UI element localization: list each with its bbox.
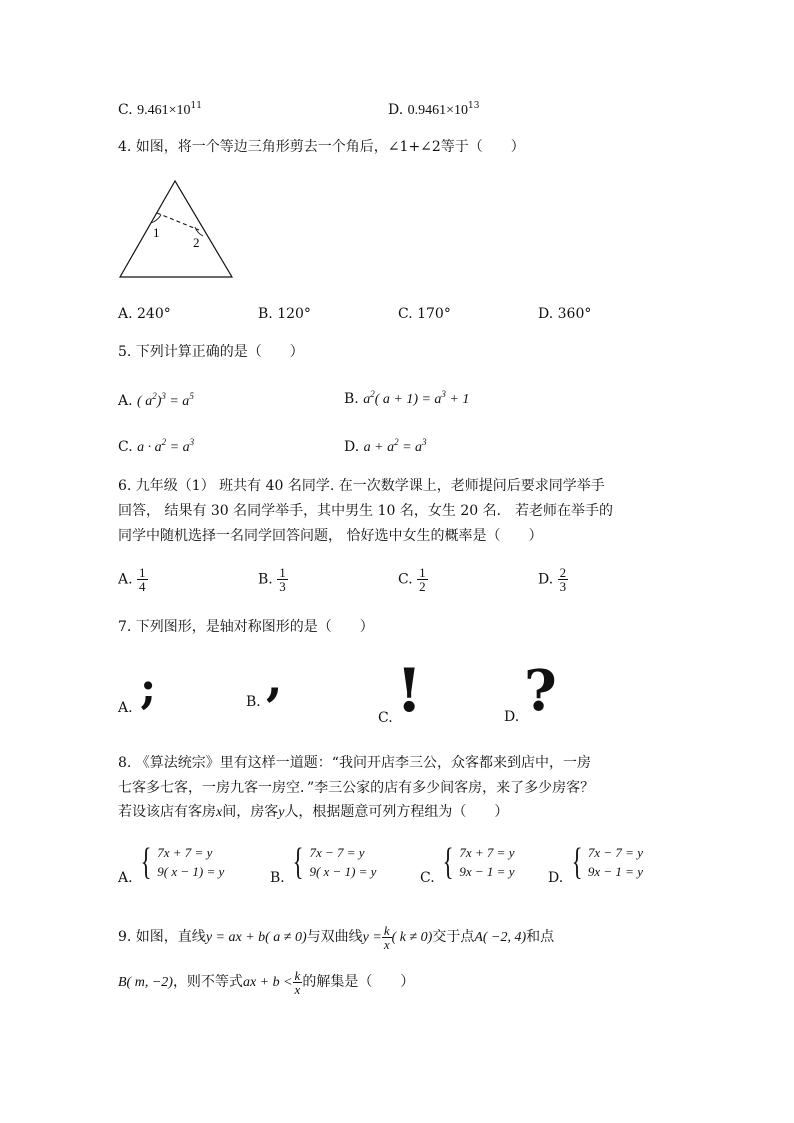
q7-stem: 7. 下列图形，是轴对称图形的是（ ） [118,619,374,635]
q4-option-b: B. 120° [258,306,311,322]
q8-option-b: B. { 7x − 7 = y 9( x − 1) = y [270,841,377,886]
q3-option-c: C. $9.461\times 10^{11}$ [118,101,202,118]
angle-2-label: 2 [193,235,200,250]
q8-option-c: C. { 7x + 7 = y 9x − 1 = y [420,841,515,886]
q7-option-d-label: D. [504,709,520,725]
q7-option-b-label: B. [246,694,261,710]
q5-stem: 5. 下列计算正确的是（ ） [118,344,304,360]
fraction: $\frac{1}{2}$ [419,565,426,594]
q8-option-d: D. { 7x − 7 = y 9x − 1 = y [548,841,643,886]
q9-line-2: B( m, −2)，则不等式ax + b < $\frac{k}{x}$ 的解集是（ ） [118,967,415,997]
cut-line [157,213,199,230]
angle-1-label: 1 [153,225,160,240]
q3-option-d: D. $0.9461\times 10^{13}$ [388,101,480,118]
q6-line-2: 回答， 结果有 30 名同学举手，其中男生 10 名，女生 20 名． 若老师在举手的 [118,503,614,519]
triangle-outline [120,181,232,277]
q5-option-d: D. $a + a^2 = a^3$ [344,437,427,455]
angle-1-arc [151,215,161,223]
fraction: $\frac{1}{3}$ [279,565,286,594]
q5-option-a: A. ( $a^2)^3 = a^5$ [118,391,194,409]
q5-option-b: B. $a^2$( $a + 1) = a^3 + 1$ [344,389,470,407]
q8-line-1: 8. 《算法统宗》里有这样一道题：“我问开店李三公，众客都来到店中，一房 [118,755,591,771]
fraction: $\frac{1}{4}$ [139,565,146,594]
exclamation-glyph: ! [396,656,423,726]
q4-option-c: C. 170° [398,306,451,322]
q8-line-3: 若设该店有客房x间，房客y人，根据题意可列方程组为（ ） [118,804,509,820]
comma-glyph: , [266,651,283,707]
q6-option-a: A. $\frac{1}{4}$ [118,565,146,594]
q6-line-3: 同学中随机选择一名同学回答问题， 恰好选中女生的概率是（ ） [118,528,543,544]
semicolon-glyph: ; [140,663,157,714]
q6-option-c: C. $\frac{1}{2}$ [398,565,426,594]
question-mark-glyph: ? [524,658,557,724]
q5-option-c: C. $a \cdot a^2 = a^3$ [118,437,195,455]
q7-option-c-label: C. [378,710,393,726]
q7-option-a-label: A. [118,700,133,716]
q4-option-d: D. 360° [538,306,592,322]
q6-option-d: D. $\frac{2}{3}$ [538,565,567,594]
q6-line-1: 6. 九年级（1） 班共有 40 名同学. 在一次数学课上，老师提问后要求同学举手 [118,478,605,494]
q8-option-a: A. { 7x + 7 = y 9( x − 1) = y [118,841,225,886]
q6-option-b: B. $\frac{1}{3}$ [258,565,286,594]
q4-triangle-figure [115,175,240,285]
fraction: $\frac{2}{3}$ [559,565,567,594]
q8-line-2: 七客多七客，一房九客一房空．”李三公家的店有多少间客房，来了多少房客？ [118,780,595,796]
q4-stem: 4. 如图，将一个等边三角形剪去一个角后，∠1+∠2等于（ ） [118,139,525,155]
q9-line-1: 9. 如图，直线y = ax + b( a ≠ 0)与双曲线y = $\frac{k}{x}$ ( k ≠ 0)交于点A( −2, 4)和点 [118,922,555,952]
q4-option-a: A. 240° [118,306,171,322]
